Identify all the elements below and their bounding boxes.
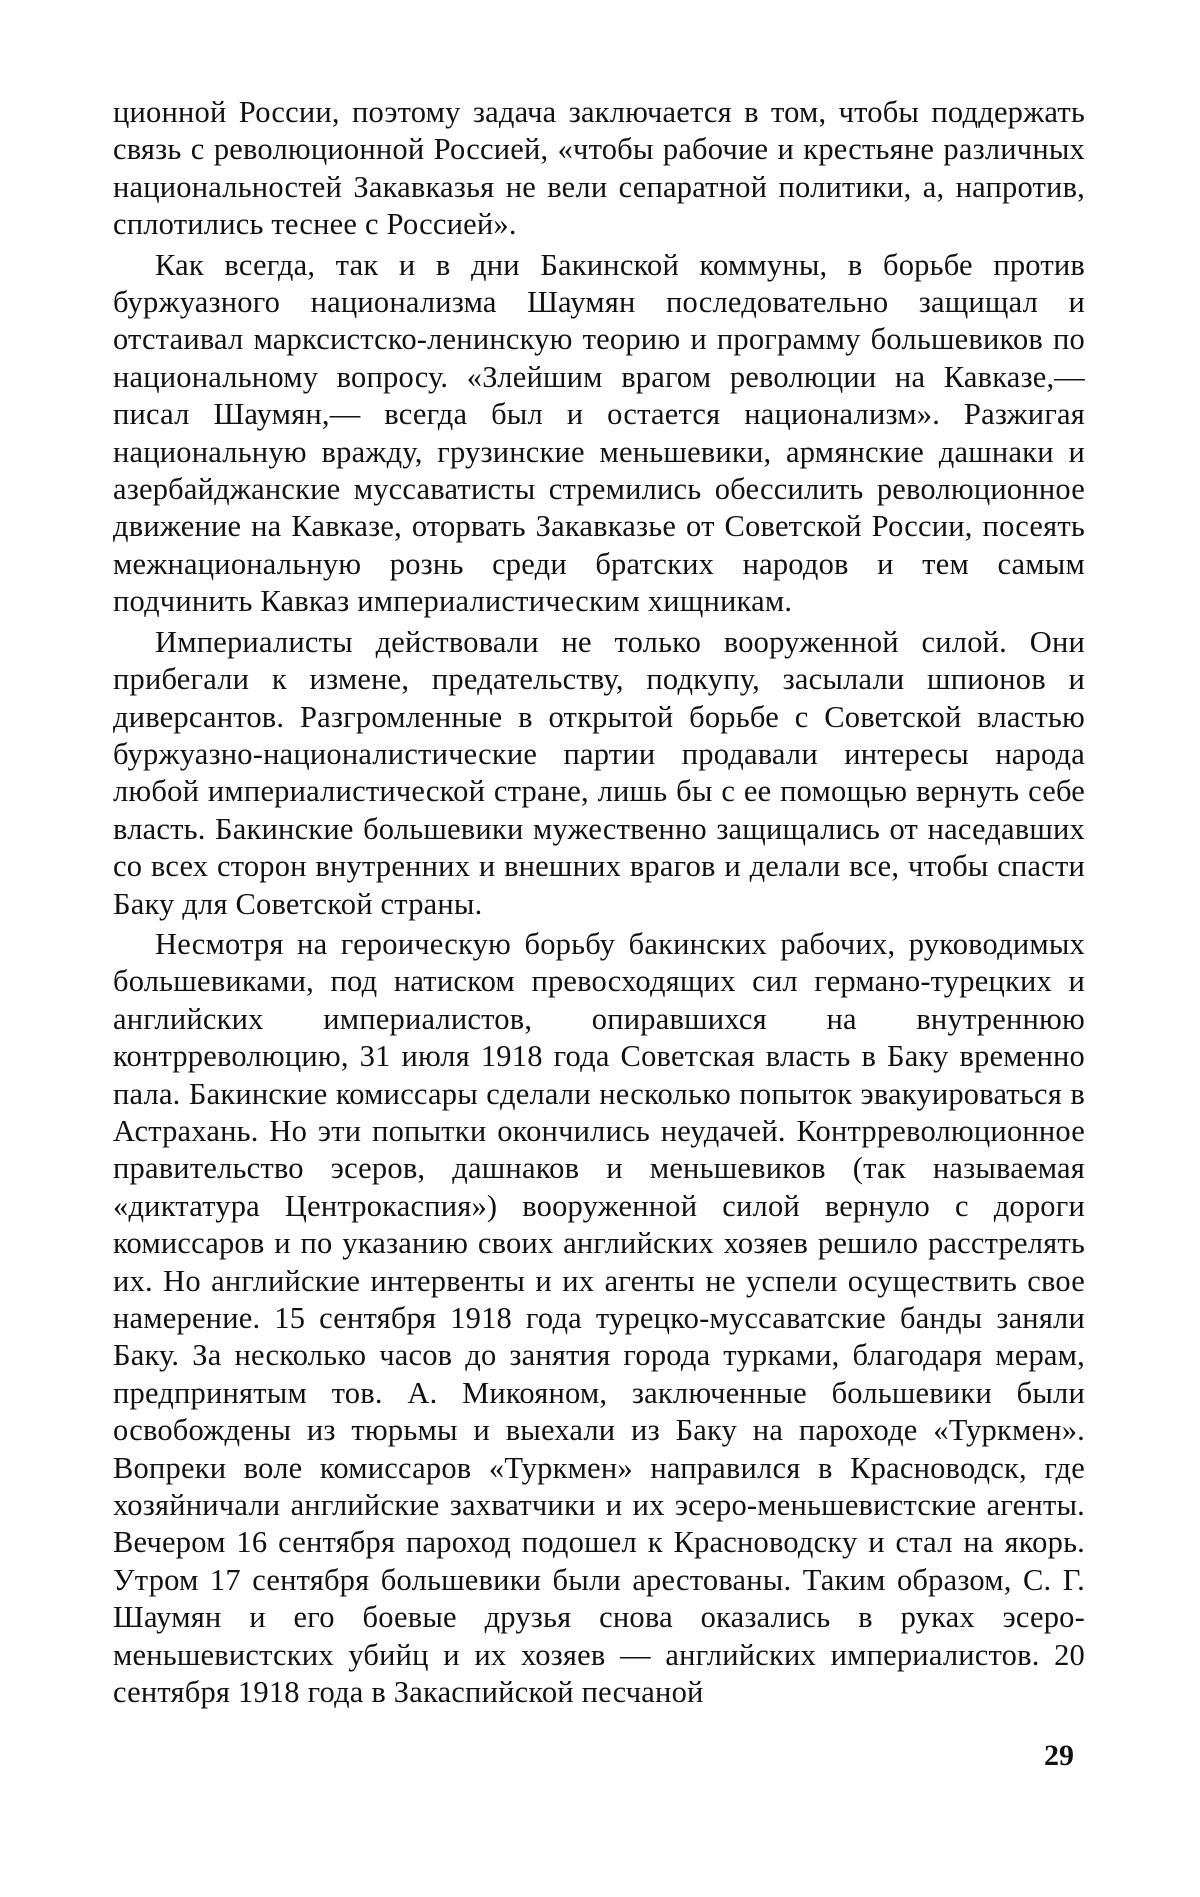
paragraph-2: Как всегда, так и в дни Бакинской коммуны, в борьбе про­тив буржуазного национализма Шаумян последовательно за­щищал и отстаивал марксистско-ленинскую теорию и програм­му большевиков по национальному вопросу. «Злейшим врагом революции на Кавказе,— писал Шаумян,— всегда был и остается национализм». Разжигая национальную вражду, гру­зинские меньшевики, армянские дашнаки и азербайджанские муссаватисты стремились обессилить революционное движение на Кавказе, оторвать Закавказье от Советской России, посеять межнациональную рознь среди братских народов и тем самым подчинить Кавказ империалистическим хищникам. — [113, 247, 1085, 621]
paragraph-1: ционной России, поэтому задача заключается в том, чтобы поддержать связь с революционной Россией, «чтобы рабочие и крестьяне различных национальностей Закавказья не вели сепаратной политики, а, напротив, сплотились теснее с Рос­сией». — [113, 94, 1085, 244]
paragraph-3: Империалисты действовали не только вооруженной силой. Они прибегали к измене, предательству, подкупу, засылали шпионов и диверсантов. Разгромленные в открытой борьбе с Советской властью буржуазно-националистические партии про­давали интересы народа любой империалистической стране, лишь бы с ее помощью вернуть себе власть. Бакинские больше­вики мужественно защищались от наседавших со всех сторон внутренних и внешних врагов и делали все, чтобы спасти Баку для Советской страны. — [113, 624, 1085, 923]
book-page — [113, 94, 1085, 1711]
paragraph-4: Несмотря на героическую борьбу бакинских рабочих, руко­водимых большевиками, под натиском превосходящих сил гер­мано-турецких и английских империалистов, опиравшихся на внутреннюю контрреволюцию, 31 июля 1918 года Советская власть в Баку временно пала. Бакинские комиссары сделали не­сколько попыток эвакуироваться в Астрахань. Но эти попытки окончились неудачей. Контрреволюционное правительство эсе­ров, дашнаков и меньшевиков (так называемая «диктатура Центрокаспия») вооруженной силой вернуло с дороги комисса­ров и по указанию своих английских хозяев решило расстрелять их. Но английские интервенты и их агенты не успели осуще­ствить свое намерение. 15 сентября 1918 года турецко-муссават­ские банды заняли Баку. За несколько часов до занятия города турками, благодаря мерам, предпринятым тов. А. Микояном, заключенные большевики были освобождены из тюрьмы и выехали из Баку на пароходе «Туркмен». Вопреки воле комис­саров «Туркмен» направился в Красноводск, где хозяйничали английские захватчики и их эсеро-меньшевистские агенты. Ве­чером 16 сентября пароход подошел к Красноводску и стал на якорь. Утром 17 сентября большевики были арестованы. Таким образом, С. Г. Шаумян и его боевые друзья снова оказались в руках эсеро-меньшевистских убийц и их хозяев — английских империалистов. 20 сентября 1918 года в Закаспийской песчаной — [113, 926, 1085, 1712]
page-number: 29 — [1044, 1738, 1074, 1774]
